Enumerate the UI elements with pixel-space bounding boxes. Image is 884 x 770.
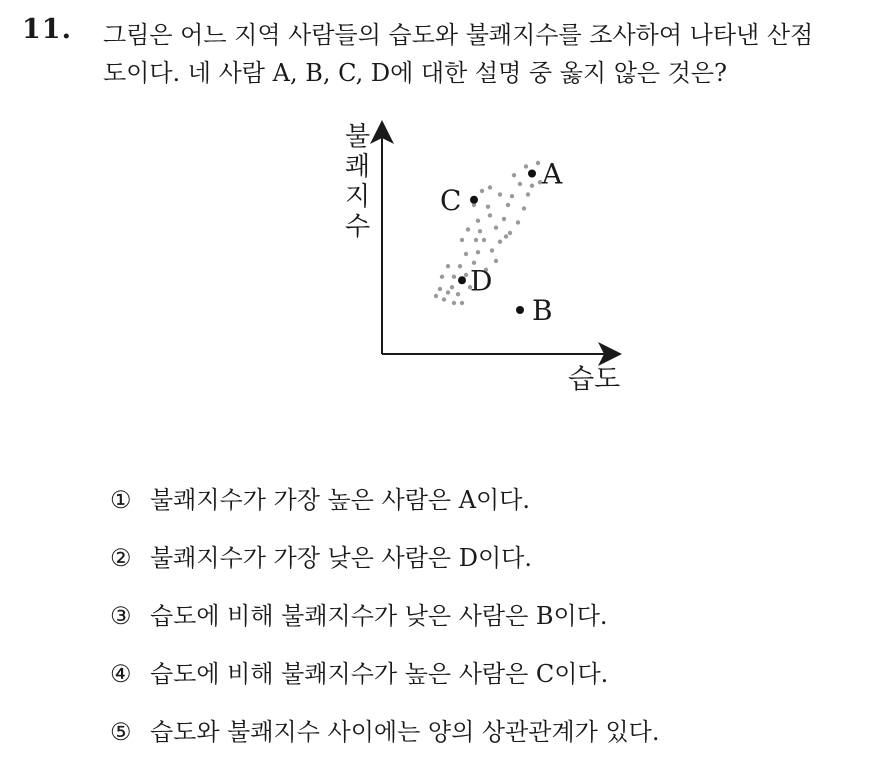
scatter-point — [438, 287, 442, 291]
scatter-point — [486, 205, 490, 209]
scatter-point — [510, 194, 514, 198]
choice-3[interactable] — [110, 596, 659, 654]
scatter-point — [480, 189, 484, 193]
scatter-point — [478, 229, 482, 233]
scatter-point — [464, 252, 468, 256]
point-b — [516, 306, 524, 314]
scatter-point — [464, 273, 468, 277]
choice-number: ④ — [110, 660, 132, 688]
scatter-point — [460, 301, 464, 305]
scatter-point — [458, 264, 462, 268]
point-label-a: A — [542, 157, 563, 191]
scatter-point — [474, 238, 478, 242]
y-axis-label-char: 불 — [345, 122, 371, 152]
scatter-point — [452, 301, 456, 305]
scatter-point — [490, 248, 494, 252]
point-label-b: B — [532, 294, 553, 327]
scatter-point — [476, 219, 480, 223]
choice-text: 습도에 비해 불쾌지수가 낮은 사람은 B이다. — [150, 602, 608, 630]
point-c — [470, 196, 478, 204]
scatter-point — [498, 192, 502, 196]
question-line-2: 도이다. 네 사람 A, B, C, D에 대한 설명 중 옳지 않은 것은? — [103, 59, 727, 87]
choice-text: 습도에 비해 불쾌지수가 높은 사람은 C이다. — [150, 660, 609, 688]
choice-text: 습도와 불쾌지수 사이에는 양의 상관관계가 있다. — [150, 718, 660, 746]
scatter-point — [456, 292, 460, 296]
scatter-point — [488, 185, 492, 189]
choice-4[interactable] — [110, 654, 659, 712]
scatter-point — [446, 290, 450, 294]
scatter-point — [440, 275, 444, 279]
scatter-point — [446, 264, 450, 268]
point-d — [458, 276, 466, 284]
y-axis-label-char: 쾌 — [345, 152, 371, 182]
choice-2[interactable] — [110, 538, 659, 596]
scatter-point — [524, 164, 528, 168]
choice-text: 불쾌지수가 가장 낮은 사람은 D이다. — [150, 544, 532, 572]
point-label-d: D — [470, 264, 493, 298]
scatter-point — [482, 238, 486, 242]
choice-text: 불쾌지수가 가장 높은 사람은 A이다. — [150, 486, 531, 514]
scatter-point — [502, 217, 506, 221]
choice-1[interactable] — [110, 480, 659, 538]
scatter-point — [512, 173, 516, 177]
point-a — [528, 170, 536, 178]
scatter-point — [476, 250, 480, 254]
scatter-point — [442, 297, 446, 301]
scatter-point — [494, 226, 498, 230]
scatter-point — [508, 231, 512, 235]
x-axis-label: 습도 — [568, 364, 621, 395]
scatter-point — [506, 203, 510, 207]
scatter-point — [434, 294, 438, 298]
scatter-point — [522, 206, 526, 210]
scatter-point — [530, 184, 534, 188]
scatter-point — [504, 234, 508, 238]
scatter-point — [488, 213, 492, 217]
scatter-point — [494, 259, 498, 263]
choice-number: ③ — [110, 602, 132, 630]
y-axis-label — [345, 122, 370, 242]
scatter-point — [460, 238, 464, 242]
choice-number: ① — [110, 486, 132, 514]
question-number: 11. — [22, 14, 72, 45]
scatter-point — [452, 275, 456, 279]
scatter-point — [466, 227, 470, 231]
scatter-point — [536, 161, 540, 165]
scatter-point — [450, 285, 454, 289]
scatter-point — [516, 220, 520, 224]
y-axis-label-char: 수 — [345, 212, 371, 242]
scatter-point — [526, 192, 530, 196]
y-axis-label-char: 지 — [345, 182, 371, 212]
choice-5[interactable] — [110, 712, 659, 770]
scatter-point — [498, 240, 502, 244]
choice-number: ⑤ — [110, 718, 132, 746]
scatter-point — [518, 182, 522, 186]
choices-list — [110, 480, 659, 770]
point-label-c: C — [440, 183, 462, 217]
choice-number: ② — [110, 544, 132, 572]
question-line-1: 그림은 어느 지역 사람들의 습도와 불쾌지수를 조사하여 나타낸 산점 — [103, 21, 814, 49]
